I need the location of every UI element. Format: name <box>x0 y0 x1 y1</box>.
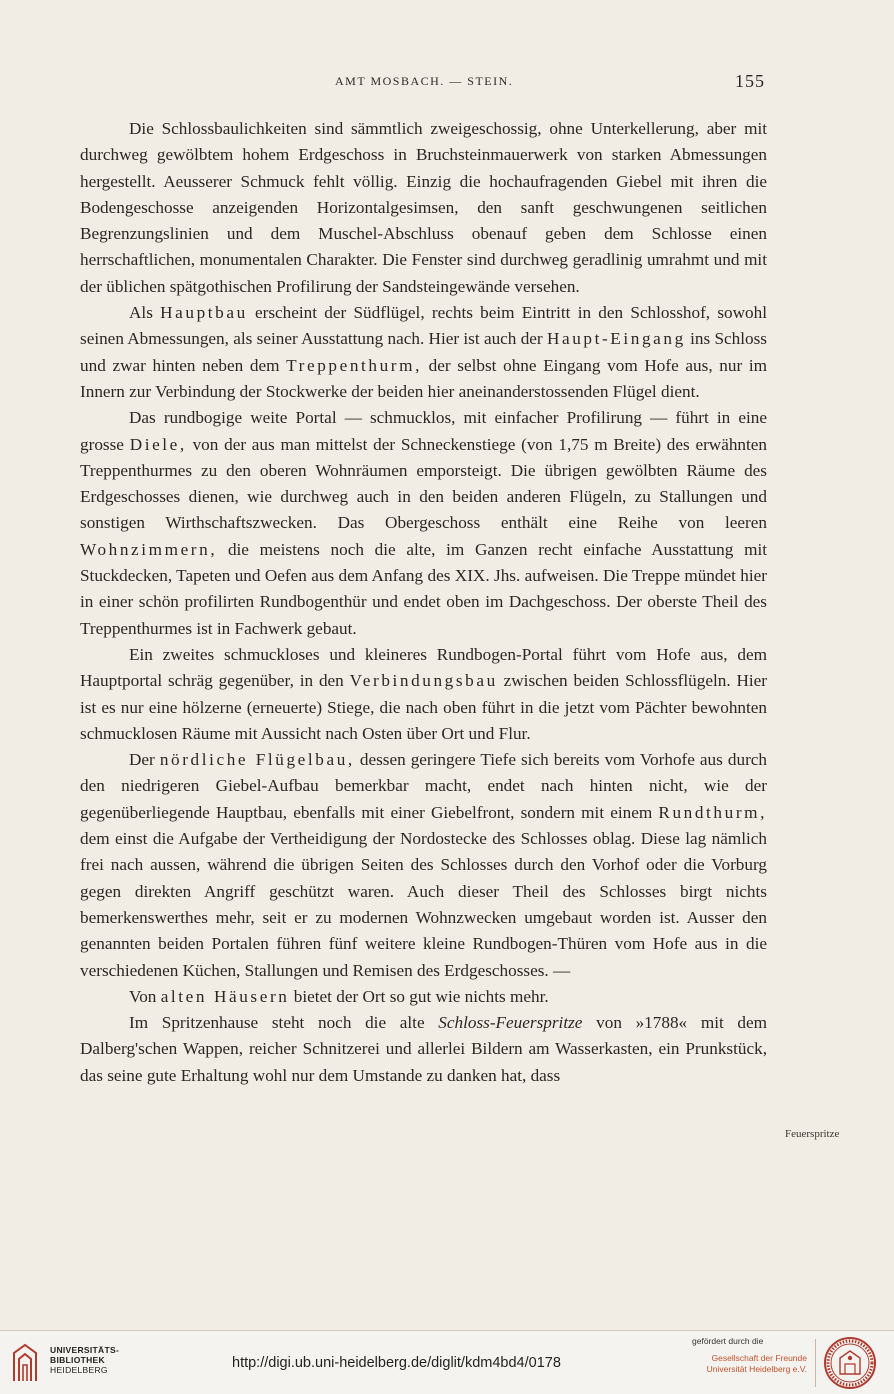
italic-term: Schloss-Feuerspritze <box>438 1013 583 1033</box>
footer-divider <box>815 1339 816 1387</box>
spaced-term: Treppenthurm, <box>286 355 422 375</box>
running-title: AMT MOSBACH. — STEIN. <box>335 74 514 88</box>
viewer-footer <box>0 1330 894 1394</box>
spaced-term: Wohnzimmern, <box>80 539 218 559</box>
paragraph-2: Als Hauptbau erscheint der Südflügel, rechts beim Eintritt in den Schlosshof, sowohl seinen Abmessungen, als seiner Ausstattung nach. Hier ist auch der Haupt-Eingang ins Schloss und zwar hinten neben dem Treppenthurm, der selbst ohne Eingang vom Hofe aus, nur im Innern zur Verbindung der Stockwerke der beiden hier aneinanderstossenden Flügel dient. <box>80 303 768 401</box>
paragraph-6: Von alten Häusern bietet der Ort so gut wie nichts mehr. <box>129 986 549 1006</box>
spaced-term: Haupt-Eingang <box>546 329 686 349</box>
body-text <box>80 116 767 1089</box>
permalink[interactable]: http://digi.ub.uni-heidelberg.de/diglit/kdm4bd4/0178 <box>232 1355 561 1371</box>
university-library-logo-icon <box>10 1343 40 1383</box>
spaced-term: Rundthurm, <box>658 802 768 822</box>
spaced-term: Verbindungsbau <box>349 671 498 691</box>
page-number: 155 <box>735 71 765 91</box>
sponsor-label: gefördert durch die <box>692 1336 764 1346</box>
paragraph-5: Der nördliche Flügelbau, dessen geringere Tiefe sich bereits vom Vorhofe aus durch den niedrigeren Giebel-Aufbau bemerkbar macht, endet nach hinten nicht, wie der gegenüberliegende Hauptbau, ebenfalls mit einer Giebelfront, sondern mit einem Rundthurm, dem einst die Aufgabe der Vertheidigung der Nordostecke des Schlosses oblag. Diese lag nämlich frei nach aussen, während die übrigen Seiten des Schlosses durch den Vorhof oder die Vorburg gegen direkten Angriff geschützt waren. Auch dieser Theil des Schlosses birgt nichts bemerkenswerthes mehr, seit er zu modernen Wohnzwecken umgebaut worden ist. Ausser den genannten beiden Portalen führen fünf weitere kleine Rundbogen-Thüren vom Hofe aus in die verschiedenen Küchen, Stallungen und Remisen des Erdgeschosses. — <box>80 750 768 980</box>
paragraph-3: Das rundbogige weite Portal — schmucklos, mit einfacher Profilirung — führt in eine grosse Diele, von der aus man mittelst der Schneckenstiege (von 1,75 m Breite) des erwähnten Treppenthurmes zu den oberen Wohnräumen emporsteigt. Die übrigen gewölbten Räume des Erdgeschosses dienen, wie durchweg auch in den beiden anderen Flügeln, zu Stallungen und sonstigen Wirthschaftszwecken. Das Obergeschoss enthält eine Reihe von leeren Wohnzimmern, die meistens noch die alte, im Ganzen recht einfache Ausstattung mit Stuckdecken, Tapeten und Oefen aus dem Anfang des XIX. Jhs. aufweisen. Die Treppe mündet hier in einer schön profilirten Rundbogenthür und endet oben im Dachgeschoss. Der oberste Theil des Treppenthurmes ist in Fachwerk gebaut. <box>80 408 768 638</box>
spaced-term: Diele, <box>129 434 187 454</box>
spaced-term: nördliche Flügelbau, <box>159 750 355 770</box>
spaced-term: alten Häusern <box>160 986 290 1006</box>
university-seal-icon <box>823 1336 877 1390</box>
sponsor-name: Gesellschaft der Freunde Universität Heidelberg e.V. <box>706 1353 807 1374</box>
margin-note: Feuerspritze <box>785 1128 840 1140</box>
library-name: UNIVERSITÄTS- BIBLIOTHEK HEIDELBERG <box>50 1345 120 1375</box>
spaced-term: Hauptbau <box>160 303 248 323</box>
paragraph-4: Ein zweites schmuckloses und kleineres Rundbogen-Portal führt vom Hofe aus, dem Hauptportal schräg gegenüber, in den Verbindungsbau zwischen beiden Schlossflügeln. Hier ist es nur eine hölzerne (erneuerte) Stiege, die nach oben führt in die jetzt vom Pächter bewohnten schmucklosen Räume mit Aussicht nach Osten über Ort und Flur. <box>80 644 768 743</box>
paragraph-1: Die Schlossbaulichkeiten sind sämmtlich zweigeschossig, ohne Unterkellerung, aber mit durchweg gewölbtem hohem Erdgeschoss in Bruchsteinmauerwerk von starken Abmessungen hergestellt. Aeusserer Schmuck fehlt völlig. Einzig die hochaufragenden Giebel mit ihren die Bodengeschosse anzeigenden Horizontalgesimsen, den sanft geschwungenen seitlichen Begrenzungslinien und dem Muschel-Abschluss obenauf geben dem Schlosse einen herrschaftlichen, monumentalen Charakter. Die Fenster sind durchweg geradlinig umrahmt und mit der üblichen spätgothischen Profilirung der Sandsteingewände versehen. <box>80 119 767 296</box>
paragraph-7: Im Spritzenhause steht noch die alte Schloss-Feuerspritze von »1788« mit dem Dalberg'schen Wappen, reicher Schnitzerei und allerlei Bildern am Wasserkasten, ein Prunkstück, das seine gute Erhaltung wohl nur dem Umstande zu danken hat, dass <box>80 1013 768 1085</box>
